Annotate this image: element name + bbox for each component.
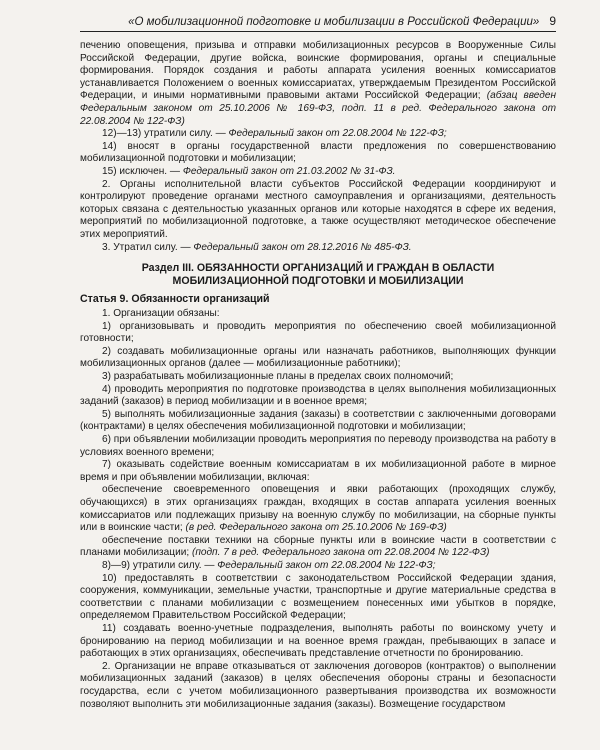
paragraph: 3) разрабатывать мобилизационные планы в пределах своих полномочий; [102, 371, 454, 383]
paragraph: 3. Утратил силу. — Федеральный закон от 28.12.2016 № 485-ФЗ. [102, 241, 412, 253]
paragraph: 11) создавать военно-учетные подразделения, выполнять работы по воинскому учету и бронированию на период мобилизации и на военное время граждан, пребывающих в запасе и работающих в этих организациях, обеспечивать представление отчетности по бронированию. [80, 622, 556, 660]
paragraph: 8)—9) утратили силу. — Федеральный закон от 22.08.2004 № 122-ФЗ; [102, 559, 436, 571]
paragraph: 10) предоставлять в соответствии с законодательством Российской Федерации здания, сооружения, коммуникации, земельные участки, транспортные и другие материальные средства в соответствии с планами мобилизации с возмещением понесенных ими убытков в порядке, определяемом Правительством Российской Федерации; [80, 572, 556, 622]
paragraph: 4) проводить мероприятия по подготовке производства в целях выполнения мобилизационных заданий (заказов) в период мобилизации и в военное время; [80, 383, 556, 408]
paragraph: 2. Организации не вправе отказываться от заключения договоров (контрактов) о выполнении мобилизационных заданий (заказов) в целях обеспечения обороны страны и безопасности государства, если с учетом мобилизационного развертывания производства их возможности позволяют выполнить эти мобилизационные задания (заказы). Возмещение государством [80, 660, 556, 710]
article-heading: Статья 9. Обязанности организаций [80, 293, 270, 306]
page-number: 9 [549, 14, 556, 28]
paragraph: печению оповещения, призыва и отправки мобилизационных ресурсов в Вооруженные Силы Российской Федерации, другие войска, воинские формирования, органы и специальные формирования. Порядок создания и работы аппарата усиления военных комиссариатов устанавливается Положением о военных комиссариатах, утверждаемым Президентом Российской Федерации, и иными нормативными правовыми актами Российской Федерации; (абзац введен Федеральным законом от 25.10.2006 № 169-ФЗ, подп. 11 в ред. Федерального закона от 22.08.2004 № 122-ФЗ) [80, 40, 557, 127]
paragraph: 5) выполнять мобилизационные задания (заказы) в соответствии с заключенными договорами (контрактами) в целях обеспечения мобилизационной подготовки и мобилизации; [80, 408, 556, 433]
header-title: «О мобилизационной подготовке и мобилизации в Российской Федерации» [128, 16, 540, 28]
paragraph: 1. Организации обязаны: [102, 308, 220, 320]
paragraph: 14) вносят в органы государственной власти предложения по совершенствованию мобилизационной подготовки и мобилизации; [80, 140, 556, 165]
paragraph: 1) организовывать и проводить мероприятия по обеспечению своей мобилизационной готовности; [80, 320, 556, 345]
section-heading: Раздел III. ОБЯЗАННОСТИ ОРГАНИЗАЦИЙ И ГРАЖДАН В ОБЛАСТИ МОБИЛИЗАЦИОННОЙ ПОДГОТОВКИ И МОБИЛИЗАЦИИ [141, 262, 495, 288]
paragraph: 6) при объявлении мобилизации проводить мероприятия по переводу производства на работу в условиях военного времени; [80, 434, 556, 458]
paragraph: обеспечение своевременного оповещения и явки работающих (проходящих службу, обучающихся) в этих организациях граждан, входящих в состав аппарата усиления военных комиссариатов или подлежащих призыву на военную службу по мобилизации, на сборные пункты или в воинские части; (в ред. Федерального закона от 25.10.2006 № 169-ФЗ) [80, 484, 556, 534]
paragraph: 7) оказывать содействие военным комиссариатам в их мобилизационной работе в мирное время и при объявлении мобилизации, включая: [80, 459, 556, 483]
running-header [80, 14, 556, 32]
paragraph: 15) исключен. — Федеральный закон от 21.03.2002 № 31-ФЗ. [102, 165, 396, 177]
paragraph: 2. Органы исполнительной власти субъектов Российской Федерации координируют и контролируют проведение органами местного самоуправления и организациями, деятельность которых связана с деятельностью указанных органов или которые находятся в сфере их ведения, мероприятий по мобилизационной подготовке, а также осуществляют методическое обеспечение этих мероприятий. [80, 178, 556, 240]
paragraph: 2) создавать мобилизационные органы или назначать работников, выполняющих функции мобилизационных органов (далее — мобилизационные работники); [80, 345, 556, 370]
paragraph: обеспечение поставки техники на сборные пункты или в воинские части в соответствии с планами мобилизации; (подп. 7 в ред. Федерального закона от 22.08.2004 № 122-ФЗ) [80, 534, 556, 559]
paragraph: 12)—13) утратили силу. — Федеральный закон от 22.08.2004 № 122-ФЗ; [102, 128, 447, 140]
